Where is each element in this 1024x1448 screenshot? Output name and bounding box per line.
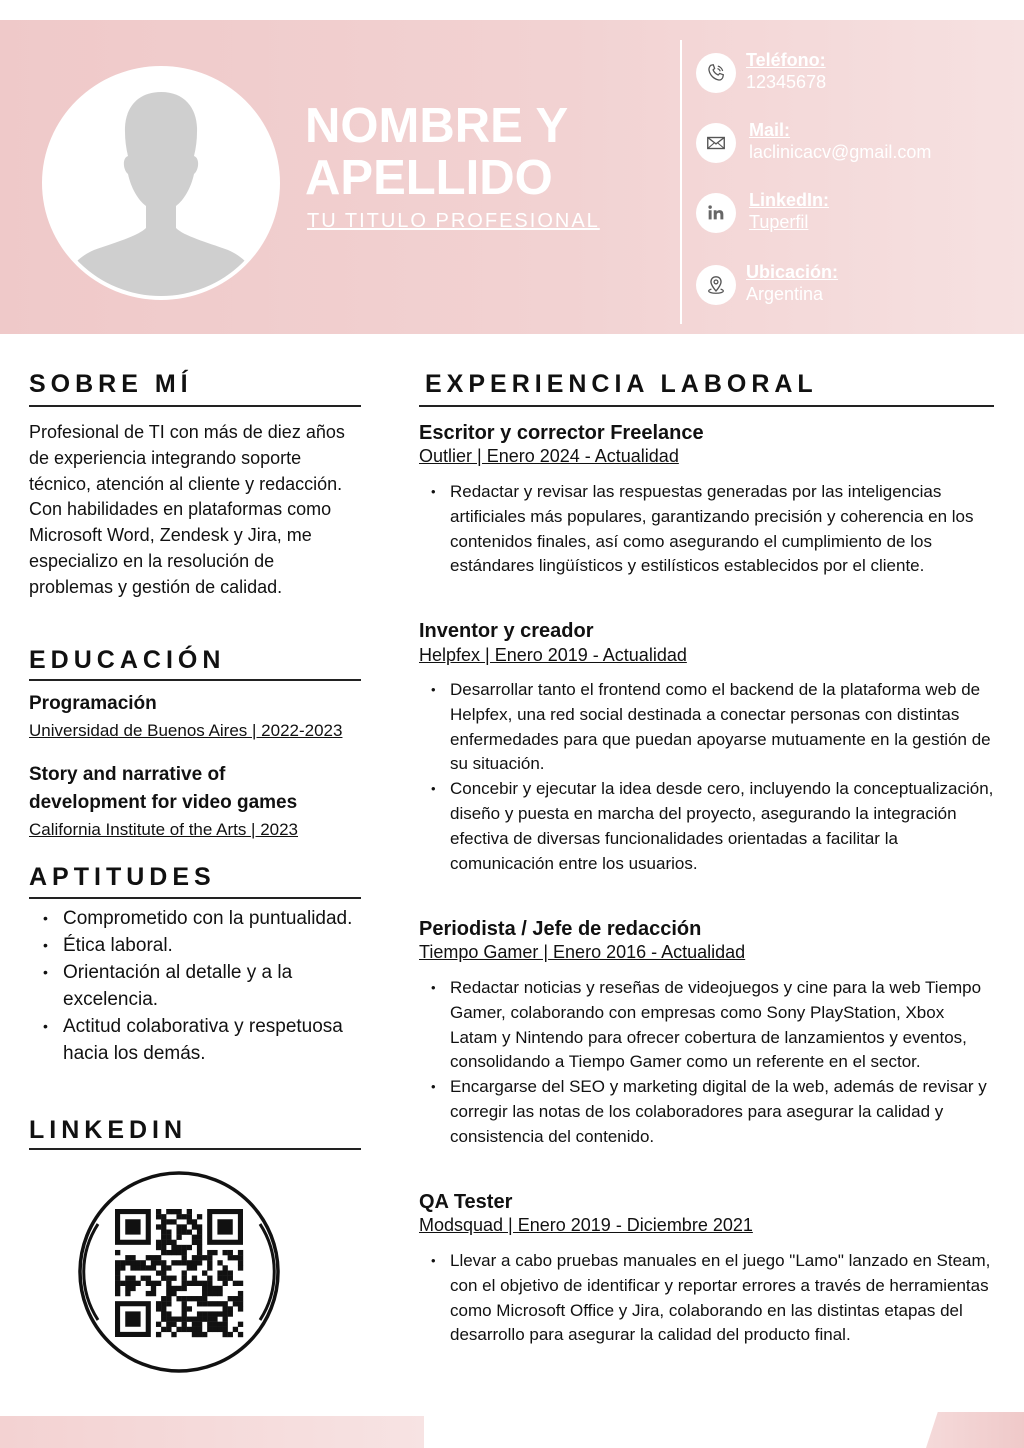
list-item: • Comprometido con la puntualidad. — [29, 905, 359, 932]
contact-value: 12345678 — [746, 72, 827, 92]
list-item: • Orientación al detalle y a la excelencia. — [29, 959, 359, 1013]
header-banner — [0, 20, 1024, 334]
contact-value: Argentina — [746, 284, 824, 304]
contact-phone — [696, 50, 1016, 100]
section-title-skills: APTITUDES — [29, 863, 216, 891]
section-title-about: SOBRE MÍ — [29, 370, 193, 398]
contact-label: LinkedIn: — [749, 190, 829, 210]
about-text: Profesional de TI con más de diez años de experiencia integrando soporte técnico, atención al cliente y redacción. Con habilidades en plataformas como Microsoft Word, Zendesk y Jira, me especializo en la resolución de problemas y gestión de calidad. — [29, 422, 345, 597]
full-name: NOMBRE Y APELLIDO — [305, 99, 568, 205]
job-title: Inventor y creador — [419, 620, 594, 642]
person-silhouette-icon — [46, 70, 276, 296]
skills-list — [29, 905, 359, 1067]
professional-title: TU TITULO PROFESIONAL — [307, 210, 600, 232]
job-title: Escritor y corrector Freelance — [419, 422, 704, 444]
section-title-education: EDUCACIÓN — [29, 646, 226, 674]
section-divider — [29, 405, 361, 407]
education-institution: California Institute of the Arts | 2023 — [29, 820, 299, 839]
list-item: • Encargarse del SEO y marketing digital de la web, además de revisar y corregir las notas de los colaboradores para asegurar la calidad y consistencia del contenido. — [419, 1075, 994, 1149]
footer-decoration-right — [926, 1412, 1024, 1448]
contact-location — [696, 262, 1016, 312]
contact-label: Teléfono: — [746, 50, 826, 70]
contact-mail — [696, 120, 1016, 170]
job-bullets — [419, 976, 994, 1150]
education-degree: Programación — [29, 693, 157, 714]
profile-photo-placeholder — [42, 66, 280, 300]
job-company-dates: Helpfex | Enero 2019 - Actualidad — [419, 645, 687, 665]
list-item: • Ética laboral. — [29, 932, 359, 959]
list-item: • Redactar noticias y reseñas de videojuegos y cine para la web Tiempo Gamer, colaborando con empresas como Sony PlayStation, Xbox Latam y Nintendo para ofrecer cobertura de lanzamientos y eventos, consolidando a Tiempo Gamer como un referente en el sector. — [419, 976, 994, 1075]
contact-value: laclinicacv@gmail.com — [749, 142, 932, 162]
job-company-dates: Tiempo Gamer | Enero 2016 - Actualidad — [419, 942, 746, 962]
phone-icon — [696, 53, 736, 93]
section-title-experience: EXPERIENCIA LABORAL — [425, 370, 818, 398]
list-item: • Redactar y revisar las respuestas generadas por las inteligencias artificiales más populares, garantizando precisión y coherencia en los contenidos finales, así como asegurando el cumplimiento de los estándares lingüísticos y estilísticos establecidos por el cliente. — [419, 480, 994, 579]
section-divider — [29, 897, 361, 899]
location-icon — [696, 265, 736, 305]
mail-icon — [696, 123, 736, 163]
header-divider — [680, 40, 682, 324]
section-divider — [419, 405, 994, 407]
education-institution: Universidad de Buenos Aires | 2022-2023 — [29, 721, 343, 740]
section-title-linkedin: LINKEDIN — [29, 1116, 188, 1144]
job-bullets — [419, 480, 994, 579]
linkedin-icon — [696, 193, 736, 233]
section-divider — [29, 679, 361, 681]
section-divider — [29, 1148, 361, 1150]
list-item: • Desarrollar tanto el frontend como el backend de la plataforma web de Helpfex, una red social destinada a conectar personas con distintas enfermedades para que puedan apoyarse mutuamente en la gestión de su situación. — [419, 678, 994, 777]
job-title: QA Tester — [419, 1191, 513, 1213]
list-item: • Concebir y ejecutar la idea desde cero, incluyendo la conceptualización, diseño y puesta en marcha del proyecto, asegurando la integración efectiva de diversas funcionalidades orientadas a facilitar la comunicación entre los usuarios. — [419, 777, 994, 876]
job-company-dates: Modsquad | Enero 2019 - Diciembre 2021 — [419, 1215, 753, 1235]
education-degree: Story and narrative of development for video games — [29, 764, 298, 813]
footer-decoration-left — [0, 1416, 424, 1448]
list-item: • Llevar a cabo pruebas manuales en el juego "Lamo" lanzado en Steam, con el objetivo de identificar y reportar errores a través de herramientas como Microsoft Office y Jira, colaborando en las distintas etapas del desarrollo para asegurar la calidad del producto final. — [419, 1249, 994, 1348]
job-company-dates: Outlier | Enero 2024 - Actualidad — [419, 446, 679, 466]
job-title: Periodista / Jefe de redacción — [419, 918, 702, 940]
job-bullets — [419, 678, 994, 876]
linkedin-qr-code[interactable] — [78, 1170, 280, 1374]
contact-label: Ubicación: — [746, 262, 839, 282]
contact-linkedin — [696, 190, 1016, 240]
job-bullets — [419, 1249, 994, 1348]
linkedin-profile-link[interactable]: Tuperfil — [749, 212, 809, 232]
contact-label: Mail: — [749, 120, 791, 140]
list-item: • Actitud colaborativa y respetuosa hacia los demás. — [29, 1013, 359, 1067]
